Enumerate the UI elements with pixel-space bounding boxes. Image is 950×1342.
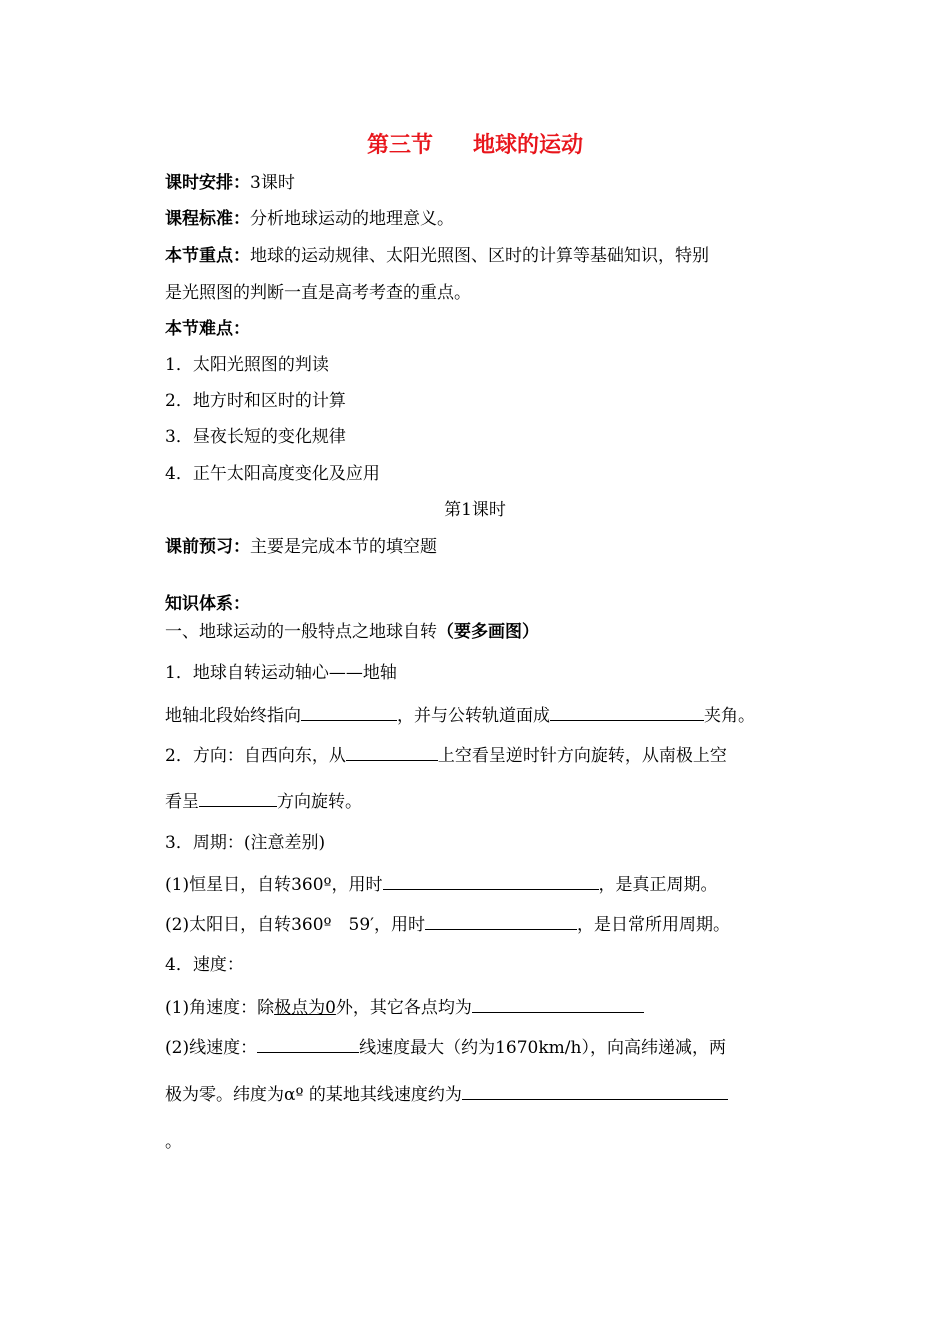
knowledge-label: 知识体系： [165,594,250,614]
linear-text-c: 极为零。纬度为αº 的某地其线速度约为 [165,1085,462,1105]
linear-line [165,1036,726,1059]
section-heading-text: 一、地球运动的一般特点之地球自转 [165,622,437,642]
linear-line-end: 。 [165,1132,182,1152]
difficulty-label: 本节难点： [165,319,250,339]
direction-text-c: 看呈 [165,792,199,812]
sidereal-line [165,873,718,896]
direction-line [165,744,727,767]
preview-value: 主要是完成本节的填空题 [250,537,437,557]
difficulty-item: 4．正午太阳高度变化及应用 [165,464,380,484]
axis-line [165,704,755,727]
solar-text-b: ，是日常所用周期。 [577,915,731,935]
linear-text-b: 线速度最大（约为1670km/h），向高纬递减，两 [359,1038,726,1058]
focus-line [165,245,709,267]
blank-axis-direction[interactable] [301,704,397,721]
blank-solar-time[interactable] [425,913,577,930]
angular-text-c: 外，其它各点均为 [335,998,472,1018]
section-heading [165,621,539,643]
direction-text-d: 方向旋转。 [277,792,362,812]
axis-text-b: ，并与公转轨道面成 [397,706,550,726]
focus-label: 本节重点： [165,246,250,266]
axis-title: 1．地球自转运动轴心——地轴 [165,663,397,683]
angular-line [165,996,644,1019]
solar-text-a: (2)太阳日，自转360º 59′，用时 [165,915,426,935]
sidereal-text-b: ，是真正周期。 [598,875,718,895]
sidereal-text-a: (1)恒星日，自转360º，用时 [165,875,383,895]
blank-angular-speed[interactable] [472,996,644,1013]
angular-text-underlined: 极点为0 [274,998,336,1018]
direction-text-b: 上空看呈逆时针方向旋转，从南极上空 [437,746,727,766]
standard-label: 课程标准： [165,209,250,229]
schedule-label: 课时安排： [165,173,250,193]
axis-text-c: 夹角。 [704,706,755,726]
angular-text-a: (1)角速度：除 [165,998,275,1018]
difficulty-item: 2．地方时和区时的计算 [165,391,346,411]
schedule-line [165,172,295,194]
difficulty-item: 1．太阳光照图的判读 [165,355,329,375]
blank-sidereal-time[interactable] [383,873,599,890]
page-title [0,132,950,160]
blank-linear-speed[interactable] [462,1083,728,1100]
direction-text-a: 2．方向：自西向东，从 [165,746,346,766]
title-topic: 地球的运动 [473,133,584,158]
lesson-heading: 第1课时 [444,500,506,520]
blank-axis-angle[interactable] [550,704,704,721]
standard-line [165,208,454,230]
standard-value: 分析地球运动的地理意义。 [250,209,454,229]
blank-direction-pole[interactable] [346,744,438,761]
section-heading-note: （要多画图） [437,622,539,642]
focus-value: 地球的运动规律、太阳光照图、区时的计算等基础知识，特别 [250,246,709,266]
axis-text-a: 地轴北段始终指向 [165,706,301,726]
blank-linear-location[interactable] [257,1036,359,1053]
speed-title: 4．速度： [165,955,244,975]
solar-line [165,913,730,936]
title-section: 第三节 [366,133,433,158]
linear-line-cont [165,1083,728,1106]
blank-direction-rotation[interactable] [199,790,277,807]
focus-line-cont: 是光照图的判断一直是高考考查的重点。 [165,283,471,303]
schedule-value: 3课时 [250,173,295,193]
linear-text-a: (2)线速度： [165,1038,258,1058]
difficulty-item: 3．昼夜长短的变化规律 [165,427,346,447]
preview-label: 课前预习： [165,537,250,557]
period-title: 3．周期：(注意差别) [165,833,326,853]
preview-line [165,536,437,558]
direction-line-cont [165,790,362,813]
